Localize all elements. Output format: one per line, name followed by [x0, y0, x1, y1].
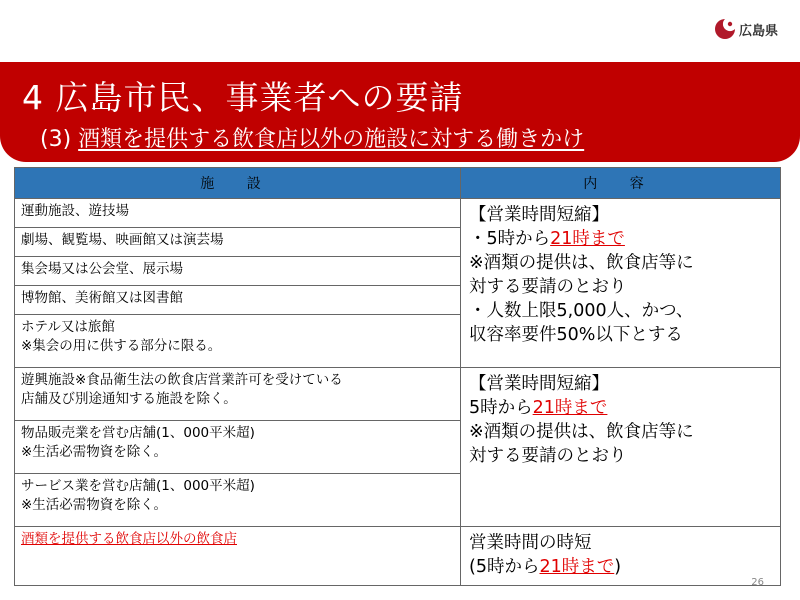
facility-cell: [15, 474, 461, 527]
closing-time-highlight: 21時まで: [532, 398, 608, 418]
header-content: 内 容: [461, 168, 781, 199]
facility-cell: [15, 199, 461, 228]
content-cell-group1: [461, 199, 781, 368]
content-line: ※酒類の提供は、飲食店等に: [469, 422, 694, 442]
facility-line: 博物館、美術館又は図書館: [21, 290, 183, 306]
facility-cell: [15, 315, 461, 368]
subtitle-text: 酒類を提供する飲食店以外の施設に対する働きかけ: [78, 127, 585, 152]
facility-cell: [15, 421, 461, 474]
content-line: 【営業時間短縮】: [469, 205, 609, 225]
facility-line: 遊興施設※食品衛生法の飲食店営業許可を受けている: [21, 372, 343, 388]
facility-cell: [15, 368, 461, 421]
facility-line-highlight: 酒類を提供する飲食店以外の飲食店: [21, 531, 237, 547]
slide-title: 4 広島市民、事業者への要請: [22, 78, 464, 117]
table-row: [15, 199, 781, 228]
prefecture-logo: [714, 18, 778, 40]
request-table: [14, 167, 781, 586]
facility-line: ホテル又は旅館: [21, 319, 115, 335]
content-line: ・5時から21時まで: [469, 229, 625, 249]
facility-note: ※集会の用に供する部分に限る。: [21, 338, 222, 354]
content-cell-group2: [461, 368, 781, 527]
content-line: 対する要請のとおり: [469, 277, 627, 297]
content-line: 営業時間の時短: [469, 533, 592, 553]
facility-line: 物品販売業を営む店舗(1、000平米超): [21, 425, 255, 441]
slide-subtitle: [40, 122, 584, 153]
closing-time-highlight: 21時まで: [550, 229, 625, 249]
facility-cell: [15, 286, 461, 315]
content-line: (5時から21時まで): [469, 557, 622, 577]
facility-note: 店舗及び別途通知する施設を除く。: [21, 391, 237, 407]
content-line: 対する要請のとおり: [469, 446, 627, 466]
table-row: [15, 368, 781, 421]
closing-time-highlight: 21時まで: [539, 557, 615, 577]
facility-cell: [15, 228, 461, 257]
facility-line: 集会場又は公会堂、展示場: [21, 261, 183, 277]
facility-line: サービス業を営む店舗(1、000平米超): [21, 478, 255, 494]
subtitle-number: (3): [40, 127, 79, 152]
logo-text: 広島県: [738, 23, 778, 39]
content-line: 収容率要件50%以下とする: [469, 325, 683, 345]
page-number: 26: [751, 577, 764, 588]
header-facility: 施 設: [15, 168, 461, 199]
content-line: ・人数上限5,000人、かつ、: [469, 301, 694, 321]
facility-cell: [15, 257, 461, 286]
content-line: 5時から21時まで: [469, 398, 608, 418]
facility-note: ※生活必需物資を除く。: [21, 444, 168, 460]
table-header-row: [15, 168, 781, 199]
content-line: ※酒類の提供は、飲食店等に: [469, 253, 694, 273]
facility-line: 運動施設、遊技場: [21, 203, 129, 219]
facility-cell: [15, 527, 461, 586]
hiroshima-logo-icon: [714, 18, 736, 40]
facility-line: 劇場、観覧場、映画館又は演芸場: [21, 232, 224, 248]
content-cell-group3: [461, 527, 781, 586]
facility-note: ※生活必需物資を除く。: [21, 497, 168, 513]
table-row: [15, 527, 781, 586]
content-line: 【営業時間短縮】: [469, 374, 609, 394]
